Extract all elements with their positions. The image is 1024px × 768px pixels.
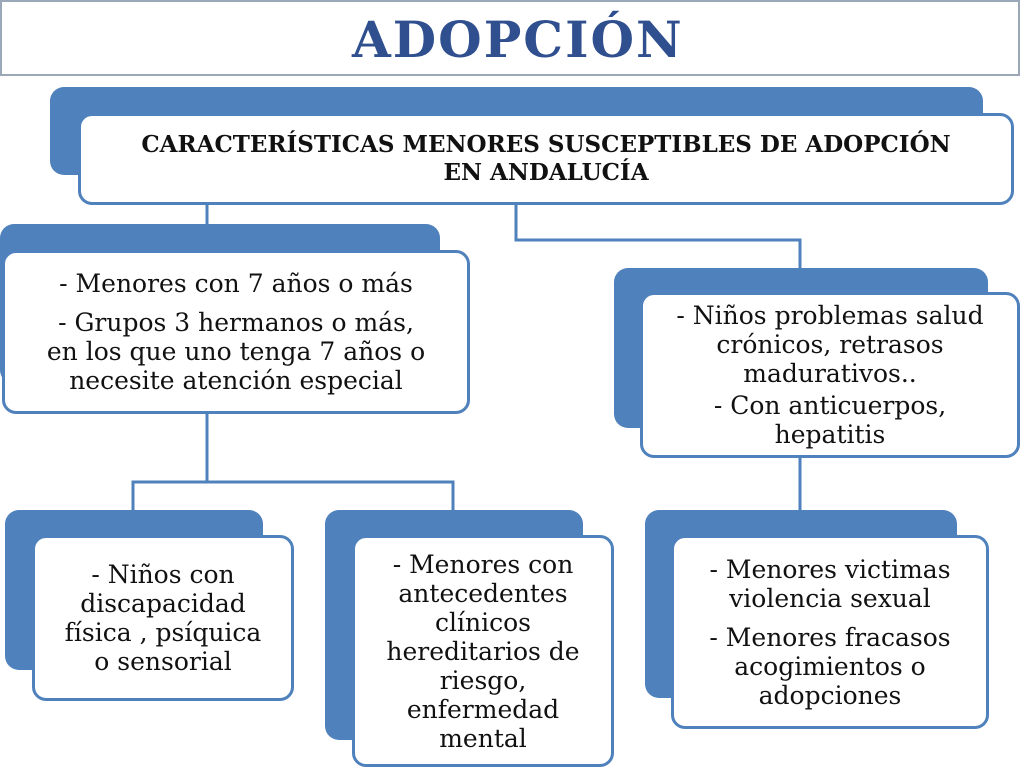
bottom-right-node-item: - Menores victimas xyxy=(709,554,951,584)
root-node xyxy=(78,113,1014,205)
connector-left-split xyxy=(133,410,207,510)
right-node-item: crónicos, retrasos xyxy=(716,330,944,359)
bottom-right-node-item: violencia sexual xyxy=(729,583,931,613)
bottom-middle-node xyxy=(352,535,614,767)
root-node-line: EN ANDALUCÍA xyxy=(443,159,649,186)
right-node-item: - Niños problemas salud xyxy=(676,301,984,330)
root-node-line: CARACTERÍSTICAS MENORES SUSCEPTIBLES DE ADOPCIÓN xyxy=(141,131,951,158)
bottom-left-node-line: o sensorial xyxy=(94,647,232,676)
bottom-middle-node-line: hereditarios de xyxy=(386,636,580,666)
right-node-item: hepatitis xyxy=(774,420,886,449)
bottom-right-node-item: adopciones xyxy=(758,680,902,710)
left-node-item: en los que uno tenga 7 años o xyxy=(46,337,426,366)
connector-left-middle xyxy=(207,482,453,510)
left-node-item: - Menores con 7 años o más xyxy=(59,269,413,298)
left-node xyxy=(2,250,470,414)
right-node-item: madurativos.. xyxy=(743,359,917,388)
page-title: ADOPCIÓN xyxy=(352,10,684,69)
left-node-item: necesite atención especial xyxy=(69,366,403,395)
bottom-middle-node-line: antecedentes xyxy=(398,578,568,608)
bottom-middle-node-line: riesgo, xyxy=(439,665,527,695)
bottom-middle-node-line: enfermedad xyxy=(406,694,560,724)
bottom-left-node-line: física , psíquica xyxy=(64,618,262,647)
bottom-left-node xyxy=(32,535,294,701)
bottom-right-node xyxy=(671,535,989,729)
bottom-middle-node-line: mental xyxy=(439,723,527,753)
bottom-left-node-line: - Niños con xyxy=(91,560,235,589)
right-node-item: - Con anticuerpos, xyxy=(713,391,947,420)
bottom-left-node-line: discapacidad xyxy=(80,589,246,618)
bottom-right-node-item: - Menores fracasos xyxy=(709,622,951,652)
right-node xyxy=(640,292,1020,458)
connector-root-right xyxy=(516,205,800,268)
bottom-middle-node-line: - Menores con xyxy=(392,549,574,579)
left-node-item: - Grupos 3 hermanos o más, xyxy=(58,308,414,337)
bottom-right-node-item: acogimientos o xyxy=(734,651,926,681)
bottom-middle-node-line: clínicos xyxy=(435,607,531,637)
